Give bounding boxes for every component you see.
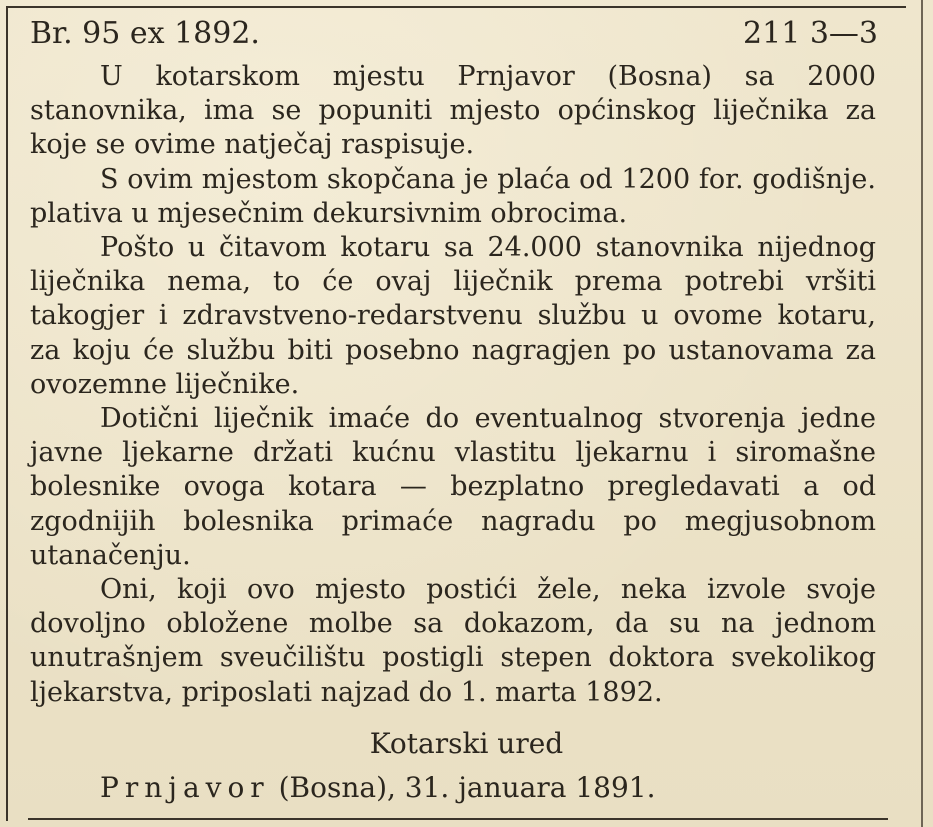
notice-body <box>30 60 876 710</box>
left-rule <box>6 6 8 821</box>
date-line: (Bosna), 31. januara 1891. <box>278 771 656 804</box>
paragraph-application: Oni, koji ovo mjesto postići žele, neka izvole svoje dovoljno obložene molbe sa dokazom, da su na jednom unutrašnjem sveučilištu postigli stepen doktora svekolikog ljekarstva, priposlati najzad do 1. marta 1892. <box>30 574 876 708</box>
paragraph-salary: S ovim mjestom skopčana je plaća od 1200 for. godišnje. plativa u mjesečnim dekursivnim obrocima. <box>30 163 876 229</box>
top-rule <box>6 6 906 8</box>
issue-number: 211 3—3 <box>743 16 878 51</box>
bottom-rule <box>28 818 888 820</box>
signature-office: Kotarski ured <box>369 727 564 760</box>
place-name: Prnjavor <box>100 771 270 804</box>
place-and-date <box>100 770 880 806</box>
right-rule <box>921 0 923 827</box>
reference-number: Br. 95 ex 1892. <box>30 16 260 51</box>
paragraph-duties: Pošto u čitavom kotaru sa 24.000 stanovnika nijednog liječnika nema, to će ovaj liječnik prema potrebi vršiti takogjer i zdravstveno-redarstvenu službu u ovome kotaru, za koju će službu biti posebno nagragjen po ustanovama za ovozemne liječnike. <box>30 232 876 400</box>
notice-header <box>30 14 878 54</box>
paragraph-announcement: U kotarskom mjestu Prnjavor (Bosna) sa 2000 stanovnika, ima se popuniti mjesto općinskog liječnika za koje se ovime natječaj raspisuje. <box>30 61 876 161</box>
paragraph-pharmacy: Dotični liječnik imaće do eventualnog stvorenja jedne javne ljekarne držati kućnu vlastitu ljekarnu i siromašne bolesnike ovoga kotara — bezplatno pregledavati a od zgodnijih bolesnika primaće nagradu po megjusobnom utanačenju. <box>30 403 876 571</box>
